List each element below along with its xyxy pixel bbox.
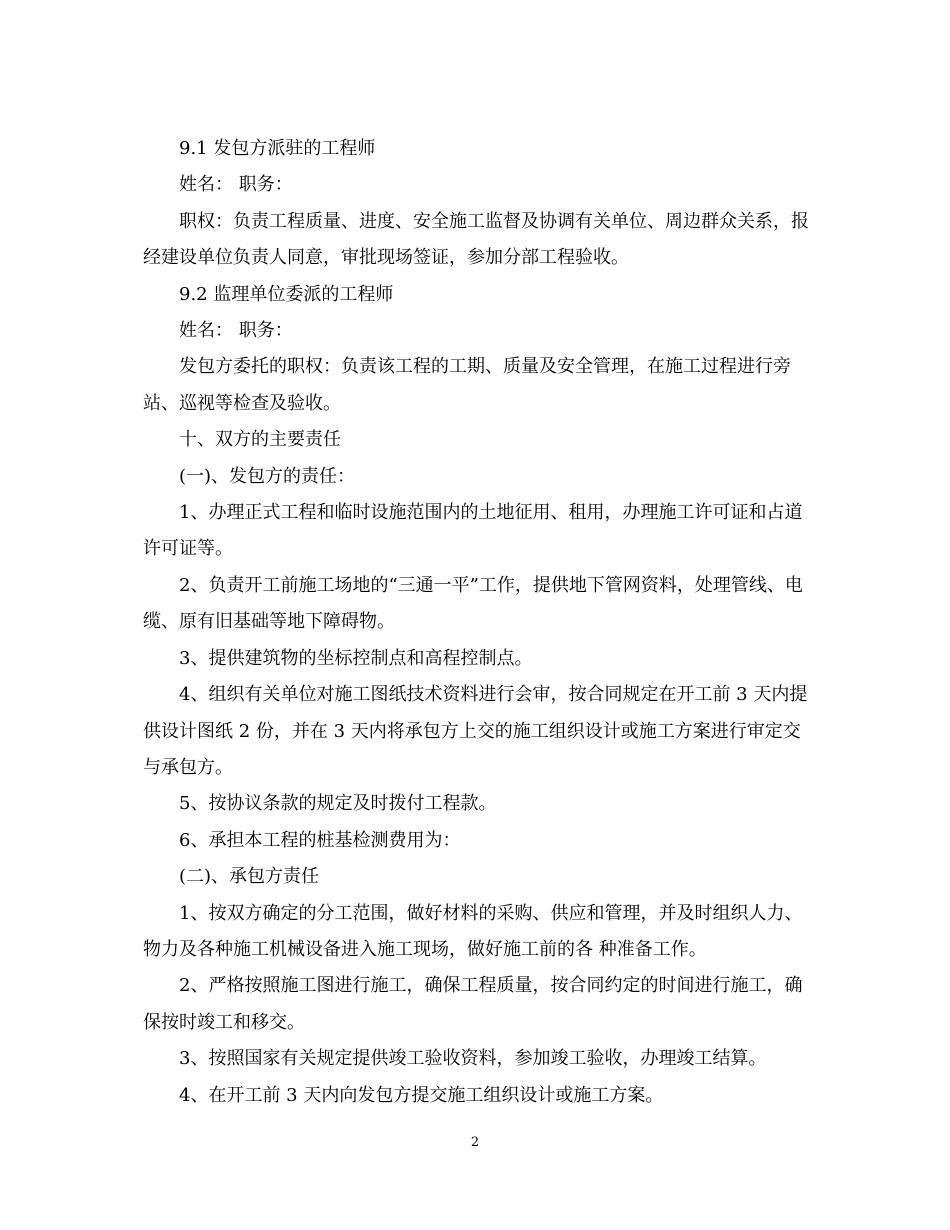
employer-item-4: 4、组织有关单位对施工图纸技术资料进行会审，按合同规定在开工前 3 天内提供设计图纸 2 份，并在 3 天内将承包方上交的施工组织设计或施工方案进行审定交与承包方。 [143, 684, 808, 778]
employer-item-6: 6、承担本工程的桩基检测费用为： [179, 829, 461, 851]
subsection-contractor-heading: (二)、承包方责任 [179, 866, 320, 888]
subsection-employer-heading: (一)、发包方的责任： [179, 465, 356, 487]
page-number: 2 [470, 1135, 480, 1150]
contractor-item-1: 1、按双方确定的分工范围，做好材料的采购、供应和管理，并及时组织人力、物力及各种施工机械设备进入施工现场，做好施工前的各 种准备工作。 [143, 902, 803, 960]
employer-item-2: 2、负责开工前施工场地的“三通一平”工作，提供地下管网资料，处理管线、电缆、原有旧基础等地下障碍物。 [143, 574, 803, 633]
paragraph-9-1-heading: 9.1 发包方派驻的工程师 [179, 138, 376, 159]
paragraph-authority-1: 职权：负责工程质量、进度、安全施工监督及协调有关单位、周边群众关系，报经建设单位负责人同意，审批现场签证，参加分部工程验收。 [143, 210, 809, 269]
section-10-heading: 十、双方的主要责任 [179, 429, 341, 451]
contractor-item-3: 3、按照国家有关规定提供竣工验收资料，参加竣工验收，办理竣工结算。 [179, 1048, 767, 1070]
employer-item-1: 1、办理正式工程和临时设施范围内的土地征用、租用，办理施工许可证和占道许可证等。 [143, 502, 803, 560]
paragraph-name-title-2: 姓名： 职务： [179, 320, 293, 342]
paragraph-authority-2: 发包方委托的职权：负责该工程的工期、质量及安全管理，在施工过程进行旁站、巡视等检查及验收。 [143, 356, 791, 414]
employer-item-3: 3、提供建筑物的坐标控制点和高程控制点。 [179, 647, 533, 669]
contractor-item-4: 4、在开工前 3 天内向发包方提交施工组织设计或施工方案。 [179, 1084, 664, 1106]
paragraph-9-2-heading: 9.2 监理单位委派的工程师 [179, 283, 394, 305]
document-body [143, 131, 813, 1114]
employer-item-5: 5、按协议条款的规定及时拨付工程款。 [179, 793, 497, 815]
paragraph-name-title-1: 姓名： 职务： [179, 174, 293, 196]
contractor-item-2: 2、严格按照施工图进行施工，确保工程质量，按合同约定的时间进行施工，确保按时竣工和移交。 [143, 975, 803, 1033]
